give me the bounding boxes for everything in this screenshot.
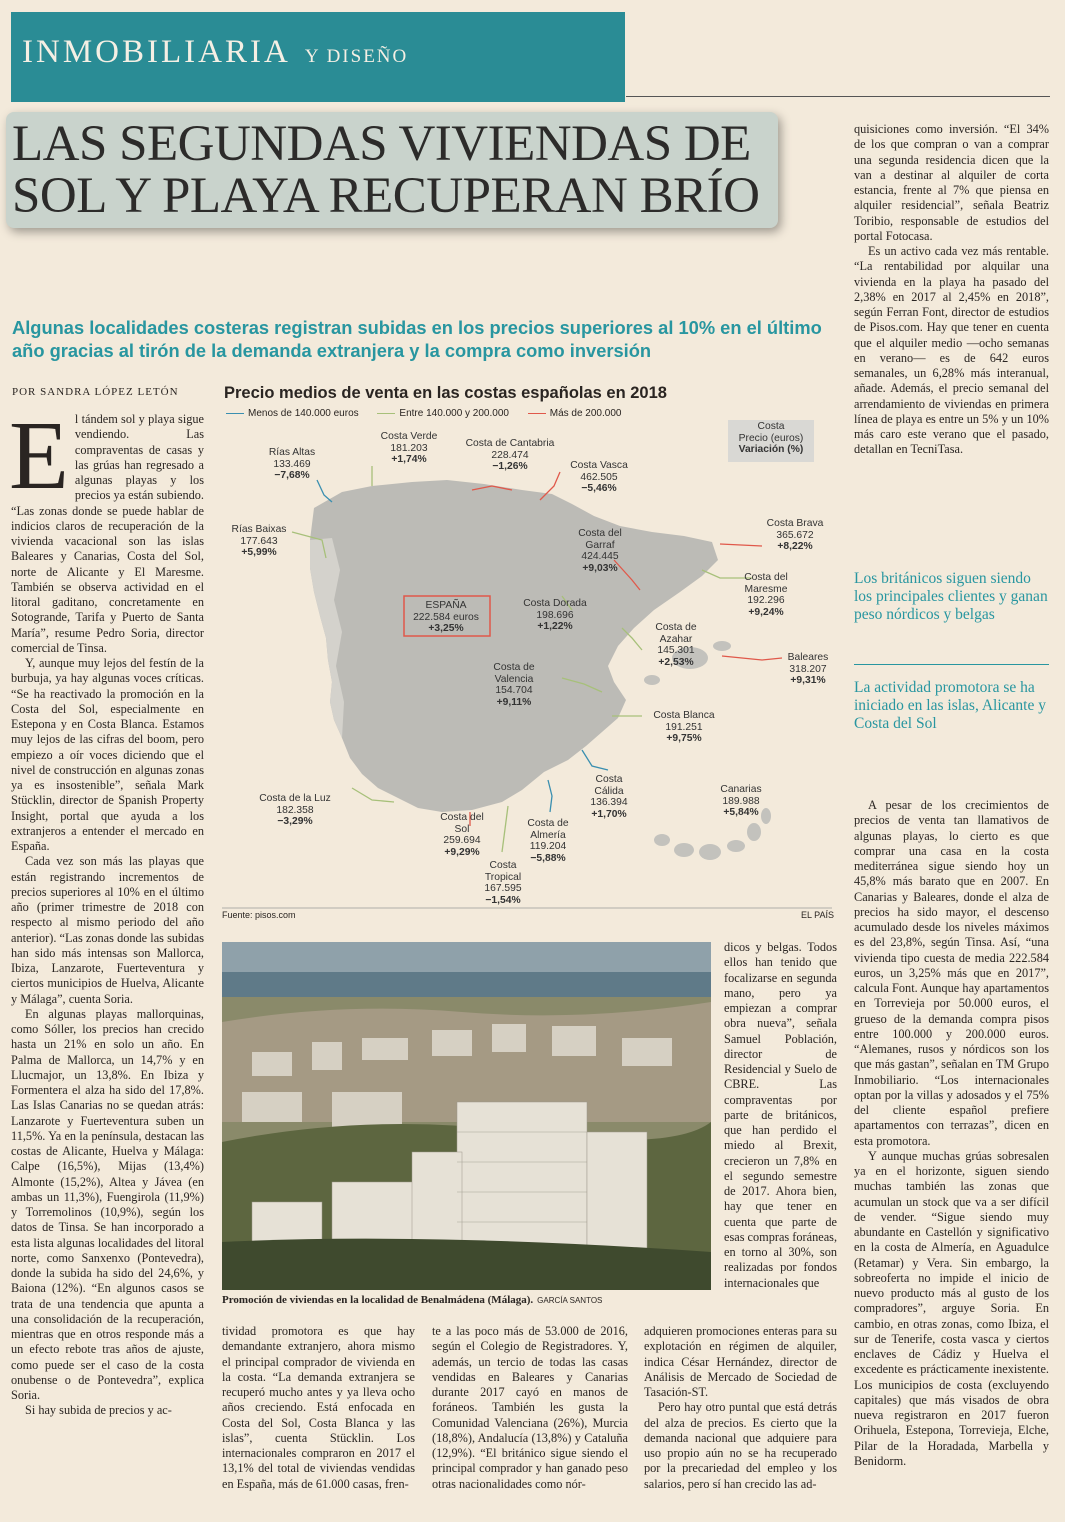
- photo-credit: GARCÍA SANTOS: [537, 1296, 603, 1305]
- label-costa-calida: Costa Cálida 136.394 +1,70%: [590, 774, 628, 820]
- pull-quote-2: La actividad promotora se ha iniciado en las islas, Alicante y Costa del Sol: [854, 679, 1046, 732]
- legend-item: Más de 200.000: [528, 408, 622, 419]
- caption-text: Promoción de viviendas en la localidad de Benalmádena (Málaga).: [222, 1294, 534, 1306]
- label-costa-almeria: Costa de Almería 119.204 −5,88%: [527, 818, 569, 864]
- article-column-5-bottom: [854, 798, 1049, 1469]
- label-costa-garraf: Costa del Garraf 424.445 +9,03%: [578, 528, 622, 574]
- label-costa-vasca: Costa Vasca 462.505 −5,46%: [570, 460, 628, 494]
- label-rias-baixas: Rías Baixas 177.643 +5,99%: [231, 524, 287, 558]
- paragraph: tividad promotora es que hay demandante extranjero, ahora mismo el principal comprador de vivienda en la costa. “La demanda extranjera se recuperó mucho antes y ya lleva ocho años creciendo. Está enfocada en Costa del Sol, Costa Blanca y las islas”, cuenta Stücklin. Los internacionales compraron en 2017 el 13,1% del total de viviendas vendidas en España, más de 61.000 casas, fren-: [222, 1324, 415, 1491]
- label-espana: ESPAÑA 222.584 euros +3,25%: [413, 600, 479, 634]
- legend-item: Entre 140.000 y 200.000: [377, 408, 509, 419]
- label-rias-altas: Rías Altas 133.469 −7,68%: [268, 447, 316, 481]
- paragraph: dicos y belgas. Todos ellos han tenido que focalizarse en segunda mano, pero ya empiezan a comprar obra nueva”, señala Samuel Población, director de Residencial y Suelo de CBRE. Las compraventas por parte de británicos, que han perdido el miedo al Brexit, crecieron un 7,8% en el segundo semestre de 2017. Ahora bien, hay que tener en cuenta que parte de esas compras foráneas, en torno al 30%, son realizadas por fondos internacionales que: [724, 940, 838, 1290]
- label-canarias: Canarias 189.988 +5,84%: [720, 784, 762, 818]
- legend-swatch-blue: [226, 413, 244, 414]
- label-costa-tropical: Costa Tropical 167.595 −1,54%: [484, 860, 522, 906]
- label-costa-verde: Costa Verde 181.203 +1,74%: [380, 431, 438, 465]
- map-signature: EL PAÍS: [801, 910, 835, 920]
- label-baleares: Baleares 318.207 +9,31%: [787, 652, 829, 686]
- map-source: Fuente: pisos.com: [222, 910, 296, 920]
- article-column-4-bottom: [644, 1324, 837, 1492]
- paragraph: Cada vez son más las playas que están registrando incrementos de precios superiores al 10% en el último año (primer trimestre de 2018 con respecto al mismo periodo del año anterior). “Las zonas donde las subidas han sido más intensas son Mallorca, Ibiza, Lanzarote, Fuerteventura y ciertos municipios de Huelva, Alicante y Málaga”, cuenta Soria.: [11, 854, 204, 1006]
- article-column-1: [9, 402, 204, 1419]
- ibiza-shape: [644, 675, 660, 685]
- label-costa-maresme: Costa del Maresme 192.296 +9,24%: [744, 572, 788, 618]
- paragraph: Pero hay otro puntal que está detrás del alza de precios. Es cierto que la demanda nacional que adquiere para uso propio aún no se ha recuperado por la precariedad del empleo y los salarios, pero sí han crecido las ad-: [644, 1400, 837, 1491]
- section-name: INMOBILIARIA: [22, 34, 291, 70]
- byline: POR SANDRA LÓPEZ LETÓN: [12, 386, 179, 398]
- subhead: Algunas localidades costeras registran subidas en los precios superiores al 10% en el último año gracias al tirón de la demanda extranjera y la compra como inversión: [12, 317, 822, 361]
- section-title: [22, 34, 408, 71]
- paragraph: Es un activo cada vez más rentable. “La rentabilidad por alquilar una vivienda en la playa ha pasado del 2,38% en 2017 al 2,45% en 2018”, según Ferran Font, director de estudios de Pisos.com. Hay que tener en cuenta que el alquiler medio —ocho semanas en verano— es de 642 euros semanales, un 6,28% más interanual, añade. Además, el precio semanal del arrendamiento de viviendas en primera línea de playa es entre un 5% y un 10% más caro este verano que el pasado, detallan en TecniTasa.: [854, 244, 1049, 457]
- label-costa-valencia: Costa de Valencia 154.704 +9,11%: [493, 662, 535, 708]
- article-column-2: [222, 1324, 415, 1492]
- label-costa-azahar: Costa de Azahar 145.301 +2,53%: [655, 622, 697, 668]
- photo-caption: [222, 1294, 602, 1306]
- paragraph: Y, aunque muy lejos del festín de la burbuja, ya hay algunas voces críticas. “Se ha reactivado la promoción en la Costa del Sol, especialmente en Estepona y en Costa Blanca. Estamos muy lejos de las cifras del boom, pero empiezo a oír voces diciendo que el nivel de construcción en algunas zonas ya es insostenible”, señala Mark Stücklin, director de Spanish Property Insight, portal que ayuda a los extranjeros a entender el mercado en España.: [11, 656, 204, 853]
- label-costa-brava: Costa Brava 365.672 +8,22%: [766, 518, 824, 552]
- article-column-5: [854, 122, 1049, 458]
- photo-benalmadena: [222, 942, 711, 1290]
- label-costa-dorada: Costa Dorada 198.696 +1,22%: [523, 598, 587, 632]
- legend-swatch-green: [377, 413, 395, 414]
- legend-swatch-red: [528, 413, 546, 414]
- paragraph: A pesar de los crecimientos de precios de venta tan llamativos de algunas playas, lo cierto es que comprar una casa en la costa mediterránea sigue siendo hoy un 45,8% más barato que en 2007. En Canarias y Baleares, donde el alza de precios ha sido mayor, el descenso acumulado desde los niveles máximos es del 23,8%, según Tinsa. Así, “una vivienda tipo cuesta de media 222.584 euros, un 3,25% más que en 2017”, calcula Font. Aunque hay apartamentos en Torrevieja por 50.000 euros, el grueso de la demanda compra pisos entre 100.000 y 200.000 euros. “Alemanes, rusos y nórdicos son los que más gastan”, señalan en TM Grupo Inmobiliario. “Los internacionales optan por la villas y adosados y el 75% del cliente español prefiere apartamentos con terrazas”, dicen en esta promotora.: [854, 798, 1049, 1148]
- label-costa-luz: Costa de la Luz 182.358 −3,29%: [259, 793, 331, 827]
- drop-cap: E: [9, 402, 69, 510]
- headline: LAS SEGUNDAS VIVIENDAS DE SOL Y PLAYA RECUPERAN BRÍO: [12, 116, 760, 224]
- menorca-shape: [713, 641, 731, 651]
- article-column-3: [432, 1324, 628, 1492]
- map-key: Costa Precio (euros) Variación (%): [738, 421, 804, 455]
- label-costa-cantabria: Costa de Cantabria 228.474 −1,26%: [465, 438, 555, 472]
- article-column-4: [724, 940, 837, 1291]
- label-costa-blanca: Costa Blanca 191.251 +9,75%: [653, 710, 715, 744]
- portugal-shape: [310, 538, 344, 738]
- legend-item: Menos de 140.000 euros: [226, 408, 359, 419]
- paragraph: te a las poco más de 53.000 de 2016, según el Colegio de Registradores. Y, además, un tercio de todas las casas vendidas en Baleares y Canarias durante 2017 cayó en manos de foráneos. También les gusta la Comunidad Valenciana (26%), Murcia (18,8%), Andalucía (13,8%) y Cataluña (12,9%). “El británico sigue siendo el principal comprador y han ganado peso otras nacionalidades como nór-: [432, 1324, 628, 1491]
- section-subname: Y DISEÑO: [304, 46, 409, 67]
- paragraph: Si hay subida de precios y ac-: [25, 1403, 172, 1418]
- map-legend: [226, 408, 637, 419]
- paragraph: adquieren promociones enteras para su explotación en régimen de alquiler, indica César Hernández, director de Análisis de Mercado de Sociedad de Tasación-ST.: [644, 1324, 837, 1399]
- label-costa-sol: Costa del Sol 259.694 +9,29%: [440, 812, 484, 858]
- paragraph: En algunas playas mallorquinas, como Sóller, los precios han crecido hasta un 21% en solo un año. En Palma de Mallorca, un 14,7% y en Llucmajor, un 13,8%. En Ibiza y Formentera el alza ha sido del 17,8%. Las Islas Canarias no se quedan atrás: Lanzarote y Fuerteventura suben un 11,5%. Ya en la península, destacan las costas de Alicante, Huelva y Málaga: Calpe (16,5%), Mijas (13,4%) Almonte (15,2%), Altea y Jávea (en ambas un 11,3%), Fuengirola (11,9%) y Torremolinos (10,9%), según los datos de Tinsa. Se han incorporado a esta lista algunas localidades del litoral norte, como Sanxenxo (Pontevedra), donde la subida ha sido del 24,6%, y Baiona (12%). “En algunos casos se trata de una tendencia que apunta a una consolidación de la recuperación, mientras que en otros responde más a un efecto rebote tras años de ajuste, como puede ser el caso de la costa onubense o de Pontevedra”, explica Soria.: [11, 1006, 204, 1402]
- header-rule: [626, 96, 1050, 97]
- pull-quote-divider: [854, 664, 1049, 665]
- pull-quote-1: Los británicos siguen siendo los principales clientes y ganan peso nórdicos y belgas: [854, 570, 1048, 623]
- paragraph: quisiciones como inversión. “El 34% de los que compran o van a comprar una segunda residencia dicen que la van a destinar al alquiler de corta estancia, frente al 7% que piensa en alquiler residencial”, señala Beatriz Toribio, responsable de estudios del portal Fotocasa.: [854, 122, 1049, 243]
- paragraph: l tándem sol y playa sigue vendiendo. Las compraventas de casas y las grúas han regresado a algunas playas y los precios ya están subiendo. “Las zonas donde se puede hablar de indicios claros de recuperación de la vivienda vacacional son las islas Baleares y Canarias, Costa del Sol, norte de Alicante y El Maresme. También se observa actividad en el litoral gaditano, concretamente en Sotogrande, Tarifa y Puerto de Santa María”, resume Pedro Soria, director comercial de Tinsa.: [11, 412, 204, 655]
- paragraph: Y aunque muchas grúas sobresalen ya en el horizonte, siguen siendo muchas también las zonas que acumulan un stock que va a ser difícil de vender. “Sigue siendo muy abundante en Castellón y significativo en la costa de Almería, en Aguadulce (Retamar) y Vera. Sin embargo, la sobreoferta no impide el inicio de nuevo producto más al gusto de los compradores”, arguye Soria. En cambio, en otras zonas, como Ibiza, el sur de Tenerife, costa vasca y ciertos enclaves de Cádiz y Huelva el excedente es prácticamente inexistente. Los municipios de costa (excluyendo capitales) que más visados de obra nueva registraron en 2017 fueron Orihuela, Estepona, Torrevieja, Elche, Pilar de la Horadada, Marbella y Benidorm.: [854, 1148, 1049, 1468]
- map-title: Precio medios de venta en las costas españolas en 2018: [224, 384, 667, 402]
